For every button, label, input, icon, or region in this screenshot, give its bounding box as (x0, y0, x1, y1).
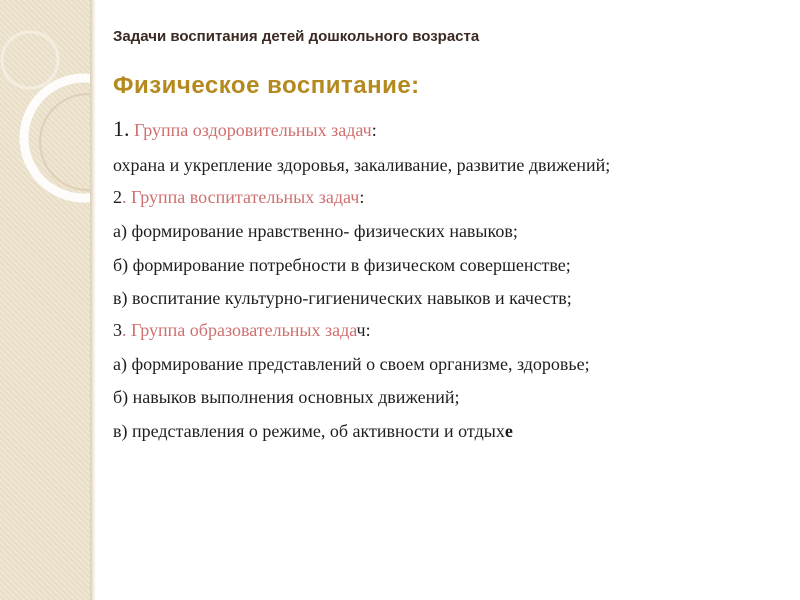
group-1-number: 1 (113, 116, 124, 141)
educational-item-v: в) воспитание культурно-гигиенических навыков и качеств; (113, 288, 572, 308)
decorative-side-panel (0, 0, 90, 600)
group-3-number: 3 (113, 320, 122, 340)
group-2-colon: : (359, 187, 365, 207)
learning-item-a: а) формирование представлений о своем организме, здоровье; (113, 354, 590, 374)
educational-item-b: б) формирование потребности в физическом совершенстве; (113, 255, 571, 275)
health-tasks-text: охрана и укрепление здоровья, закаливание, развитие движений; (113, 155, 611, 175)
group-2-number: 2 (113, 187, 122, 207)
group-2-heading (113, 188, 364, 206)
educational-item-a: а) формирование нравственно- физических навыков; (113, 221, 518, 241)
group-1-dot: . (124, 116, 130, 141)
learning-item-v (113, 422, 513, 440)
learning-item-v-end: е (504, 421, 513, 441)
group-3-heading (113, 321, 371, 339)
panel-edge-divider (90, 0, 96, 600)
learning-item-v-text: в) представления о режиме, об активности и отдых (113, 421, 505, 441)
group-1-heading (113, 118, 377, 140)
group-1-colon: : (371, 120, 377, 140)
learning-item-b: б) навыков выполнения основных движений; (113, 387, 460, 407)
group-3-tail: ч: (356, 320, 371, 340)
group-3-label: . Группа образовательных зада (122, 320, 357, 340)
group-1-label: Группа оздоровительных задач (129, 120, 372, 140)
slide-title: Физическое воспитание: (113, 72, 420, 99)
group-2-label: . Группа воспитательных задач (122, 187, 360, 207)
slide-header: Задачи воспитания детей дошкольного возраста (113, 28, 480, 45)
decorative-circles (0, 0, 90, 600)
